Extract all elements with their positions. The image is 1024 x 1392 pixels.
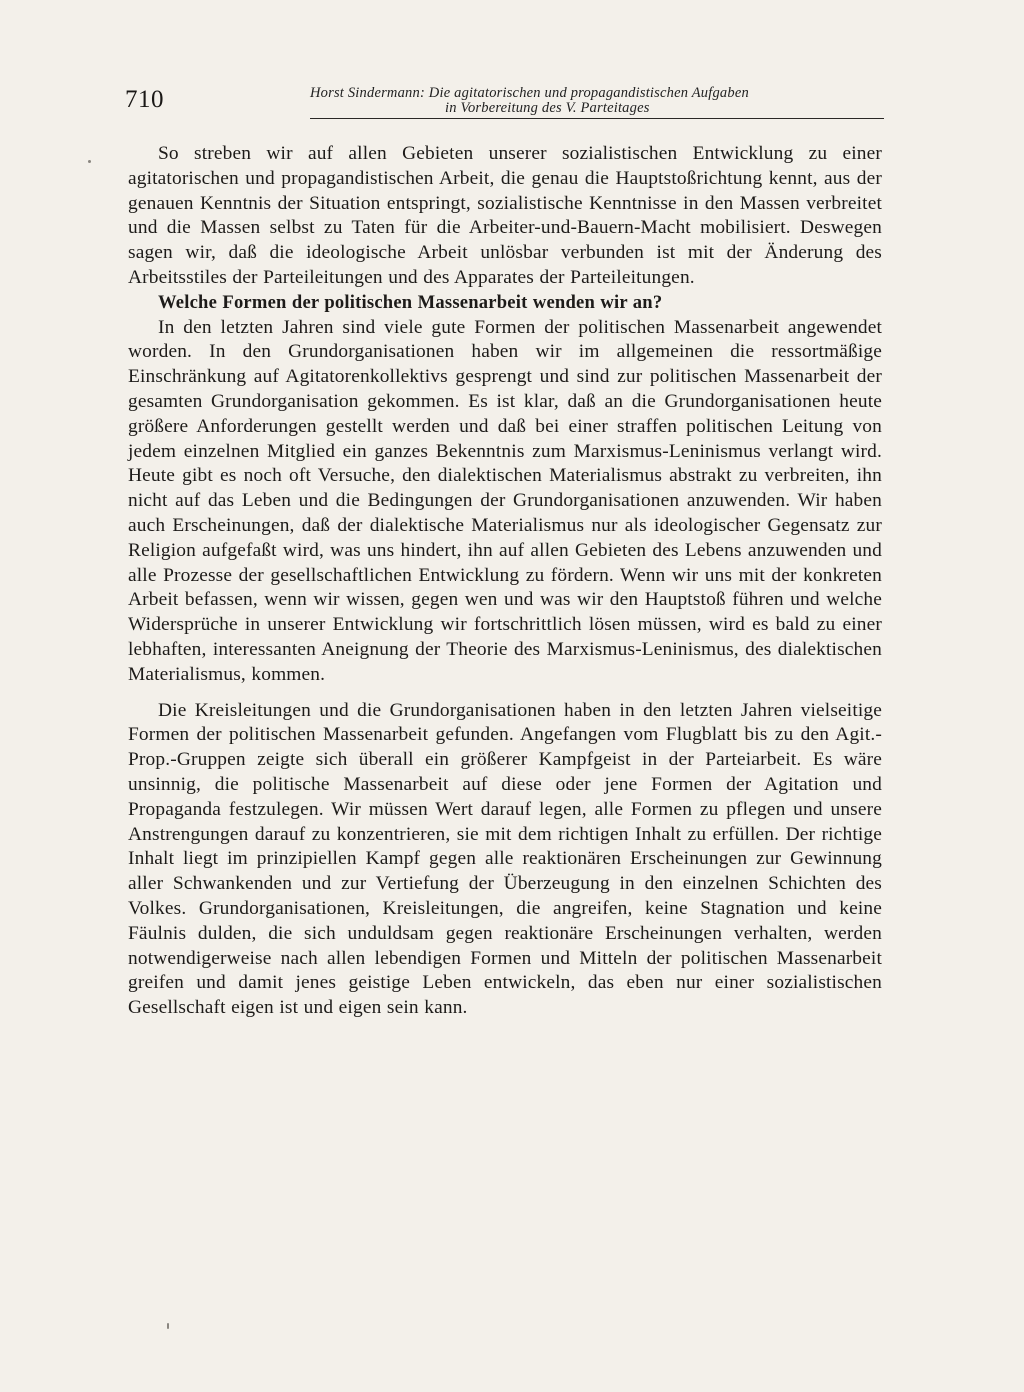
paper-speck [88, 160, 91, 163]
body-text [128, 142, 882, 1021]
paragraph-1: So streben wir auf allen Gebieten unserer sozialistischen Entwicklung zu einer agitatorischen und propagandistischen Arbeit, die genau die Hauptstoßrichtung kennt, aus der genauen Kenntnis der Situation entspringt, sozialistische Kenntnisse in den Massen verbreitet und die Massen selbst zu Taten für die Arbeiter-und-Bauern-Macht mobilisiert. Deswegen sagen wir, daß die ideologische Arbeit unlösbar verbunden ist mit der Änderung des Arbeitsstiles der Parteileitungen und des Apparates der Parteileitungen. [128, 143, 882, 288]
paragraph-2: In den letzten Jahren sind viele gute Formen der politischen Massenarbeit angewendet worden. In den Grundorganisationen haben wir im allgemeinen die ressortmäßige Einschränkung auf Agitatorenkollektivs gesprengt und sind zur politischen Massenarbeit der gesamten Grundorganisation gekommen. Es ist klar, daß an die Grundorganisationen heute größere Anforderungen gestellt werden und daß bei einer straffen politischen Leitung von jedem einzelnen Mitglied ein ganzes Bekenntnis zum Marxismus-Leninismus verlangt wird. Heute gibt es noch oft Versuche, den dialektischen Materialismus abstrakt zu verbreiten, ihn nicht auf das Leben und die Bedingungen der Grundorganisationen anzuwenden. Wir haben auch Erscheinungen, daß der dialektische Materialismus nur als ideologischer Gegensatz zur Religion aufgefaßt wird, was uns hindert, ihn auf allen Gebieten des Lebens anzuwenden und alle Prozesse der gesellschaftlichen Entwicklung zu fördern. Wenn wir uns mit der konkreten Arbeit befassen, wenn wir wissen, gegen wen und was wir den Hauptstoß führen und welche Widersprüche in unserer Entwicklung wir fortschrittlich lösen müssen, wird es bald zu einer lebhaften, interessanten Aneignung der Theorie des Marxismus-Leninismus, des dialektischen Materialismus, kommen. [128, 316, 882, 685]
header-rule [310, 118, 884, 119]
running-head-line-2: in Vorbereitung des V. Parteitages [445, 100, 650, 116]
running-head-line-1: Horst Sindermann: Die agitatorischen und propagandistischen Aufgaben [310, 85, 749, 101]
page-number: 710 [125, 86, 164, 113]
paragraph-3: Die Kreisleitungen und die Grundorganisationen haben in den letzten Jahren vielseitige Formen der politischen Massenarbeit gefunden. Angefangen vom Flugblatt bis zu den Agit.-Prop.-Gruppen zeigte sich überall ein größerer Kampfgeist in der Parteiarbeit. Es wäre unsinnig, die politische Massenarbeit auf diese oder jene Formen der Agitation und Propaganda festzulegen. Wir müssen Wert darauf legen, alle Formen zu pflegen und unsere Anstrengungen darauf zu konzentrieren, sie mit dem richtigen Inhalt zu erfüllen. Der richtige Inhalt liegt im prinzipiellen Kampf gegen alle reaktionären Erscheinungen zur Gewinnung aller Schwankenden und zur Vertiefung der Überzeugung in den einzelnen Schichten des Volkes. Grundorganisationen, Kreisleitungen, die angreifen, keine Stagnation und keine Fäulnis dulden, die sich unduldsam gegen reaktionäre Erscheinungen verhalten, werden notwendigerweise nach allen lebendigen Formen und Mitteln der politischen Massenarbeit greifen und damit jenes geistige Leben entwickeln, das eben nur einer sozialistischen Gesellschaft eigen ist und eigen sein kann. [128, 699, 882, 1019]
paper-speck [167, 1323, 169, 1329]
running-head [310, 86, 884, 116]
section-heading: Welche Formen der politischen Massenarbeit wenden wir an? [158, 291, 663, 313]
